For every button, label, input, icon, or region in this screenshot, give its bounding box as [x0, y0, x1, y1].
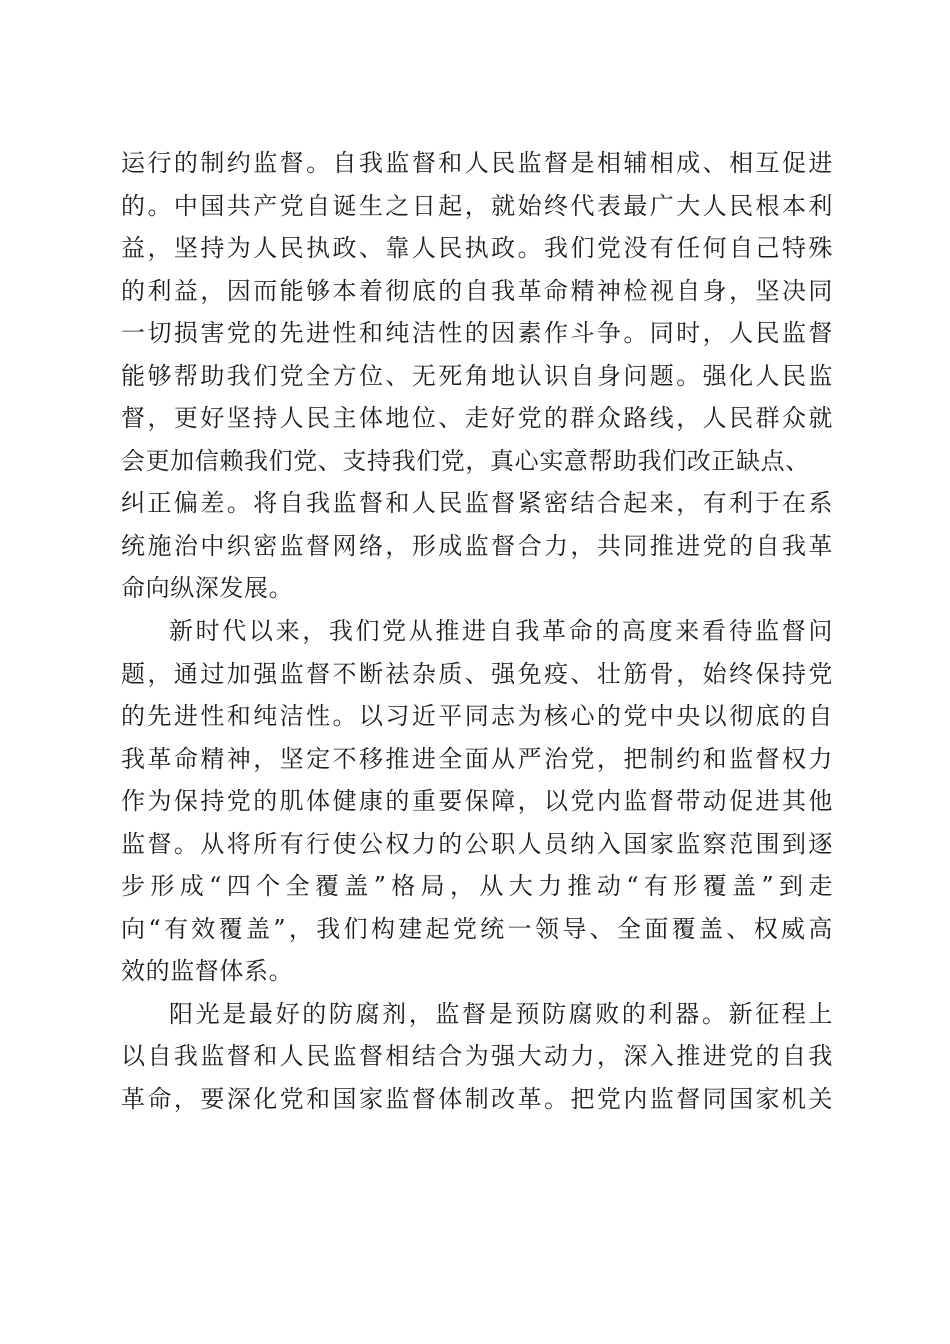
text-line: 革命，要深化党和国家监督体制改革。把党内监督同国家机关: [121, 1085, 833, 1114]
text-line: 步形成“四个全覆盖”格局，从大力推动“有形覆盖”到走: [121, 872, 833, 901]
paragraph-first-line: 阳光是最好的防腐剂，监督是预防腐败的利器。新征程上: [169, 999, 833, 1028]
text-line: 效的监督体系。: [121, 957, 294, 986]
text-line: 统施治中织密监督网络，形成监督合力，共同推进党的自我革: [121, 531, 833, 560]
article-body: [121, 142, 833, 1121]
text-line: 的。中国共产党自诞生之日起，就始终代表最广大人民根本利: [121, 191, 833, 220]
text-line: 命向纵深发展。: [121, 574, 294, 603]
text-line: 以自我监督和人民监督相结合为强大动力，深入推进党的自我: [121, 1042, 833, 1071]
text-line: 益，坚持为人民执政、靠人民执政。我们党没有任何自己特殊: [121, 234, 833, 263]
text-line: 向“有效覆盖”，我们构建起党统一领导、全面覆盖、权威高: [121, 914, 833, 943]
text-line: 会更加信赖我们党、支持我们党，真心实意帮助我们改正缺点、: [121, 446, 810, 475]
text-line: 作为保持党的肌体健康的重要保障，以党内监督带动促进其他: [121, 787, 833, 816]
text-line: 运行的制约监督。自我监督和人民监督是相辅相成、相互促进: [121, 149, 833, 177]
text-line: 的利益，因而能够本着彻底的自我革命精神检视自身，坚决同: [121, 276, 833, 305]
text-line: 纠正偏差。将自我监督和人民监督紧密结合起来，有利于在系: [121, 489, 833, 518]
paragraph-first-line: 新时代以来，我们党从推进自我革命的高度来看待监督问: [169, 617, 833, 646]
text-line: 能够帮助我们党全方位、无死角地认识自身问题。强化人民监: [121, 361, 833, 390]
text-line: 一切损害党的先进性和纯洁性的因素作斗争。同时，人民监督: [121, 319, 833, 348]
text-line: 的先进性和纯洁性。以习近平同志为核心的党中央以彻底的自: [121, 702, 833, 731]
text-line: 督，更好坚持人民主体地位、走好党的群众路线，人民群众就: [121, 404, 833, 433]
text-line: 监督。从将所有行使公权力的公职人员纳入国家监察范围到逐: [121, 829, 833, 858]
text-line: 题，通过加强监督不断祛杂质、强免疫、壮筋骨，始终保持党: [121, 659, 833, 688]
text-line: 我革命精神，坚定不移推进全面从严治党，把制约和监督权力: [121, 744, 833, 773]
